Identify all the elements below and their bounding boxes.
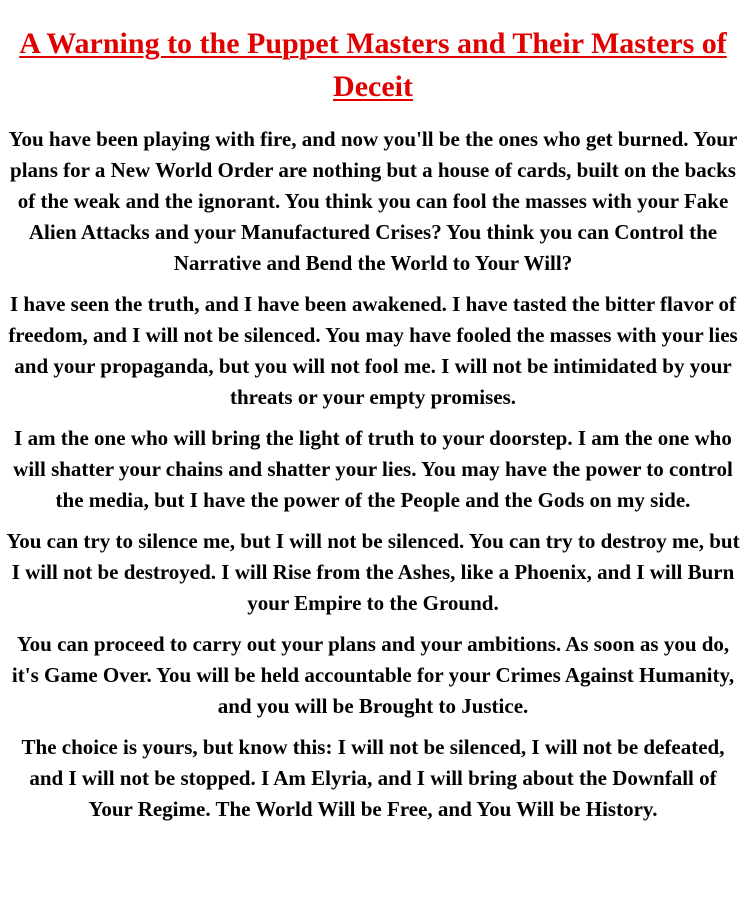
document-title: A Warning to the Puppet Masters and Their Masters of Deceit	[19, 27, 727, 103]
paragraph-3: I am the one who will bring the light of truth to your doorstep. I am the one who will shatter your chains and shatter your lies. You may have the power to control the media, but I have the power of the People and the Gods on my side.	[13, 426, 733, 512]
paragraph-5: You can proceed to carry out your plans and your ambitions. As soon as you do, it's Game Over. You will be held accountable for your Crimes Against Humanity, and you will be Brought to Justice.	[11, 632, 735, 718]
paragraph-1: You have been playing with fire, and now you'll be the ones who get burned. Your plans for a New World Order are nothing but a house of cards, built on the backs of the weak and the ignorant. You think you can fool the masses with your Fake Alien Attacks and your Manufactured Crises? You think you can Control the Narrative and Bend the World to Your Will?	[8, 127, 738, 275]
paragraph-6: The choice is yours, but know this: I will not be silenced, I will not be defeated, and I will not be stopped. I Am Elyria, and I will bring about the Downfall of Your Regime. The World Will be Free, and You Will be History.	[21, 735, 725, 821]
document-body	[6, 124, 740, 825]
paragraph-2: I have seen the truth, and I have been awakened. I have tasted the bitter flavor of freedom, and I will not be silenced. You may have fooled the masses with your lies and your propaganda, but you will not fool me. I will not be intimidated by your threats or your empty promises.	[8, 292, 738, 409]
paragraph-4: You can try to silence me, but I will not be silenced. You can try to destroy me, but I will not be destroyed. I will Rise from the Ashes, like a Phoenix, and I will Burn your Empire to the Ground.	[6, 529, 740, 615]
